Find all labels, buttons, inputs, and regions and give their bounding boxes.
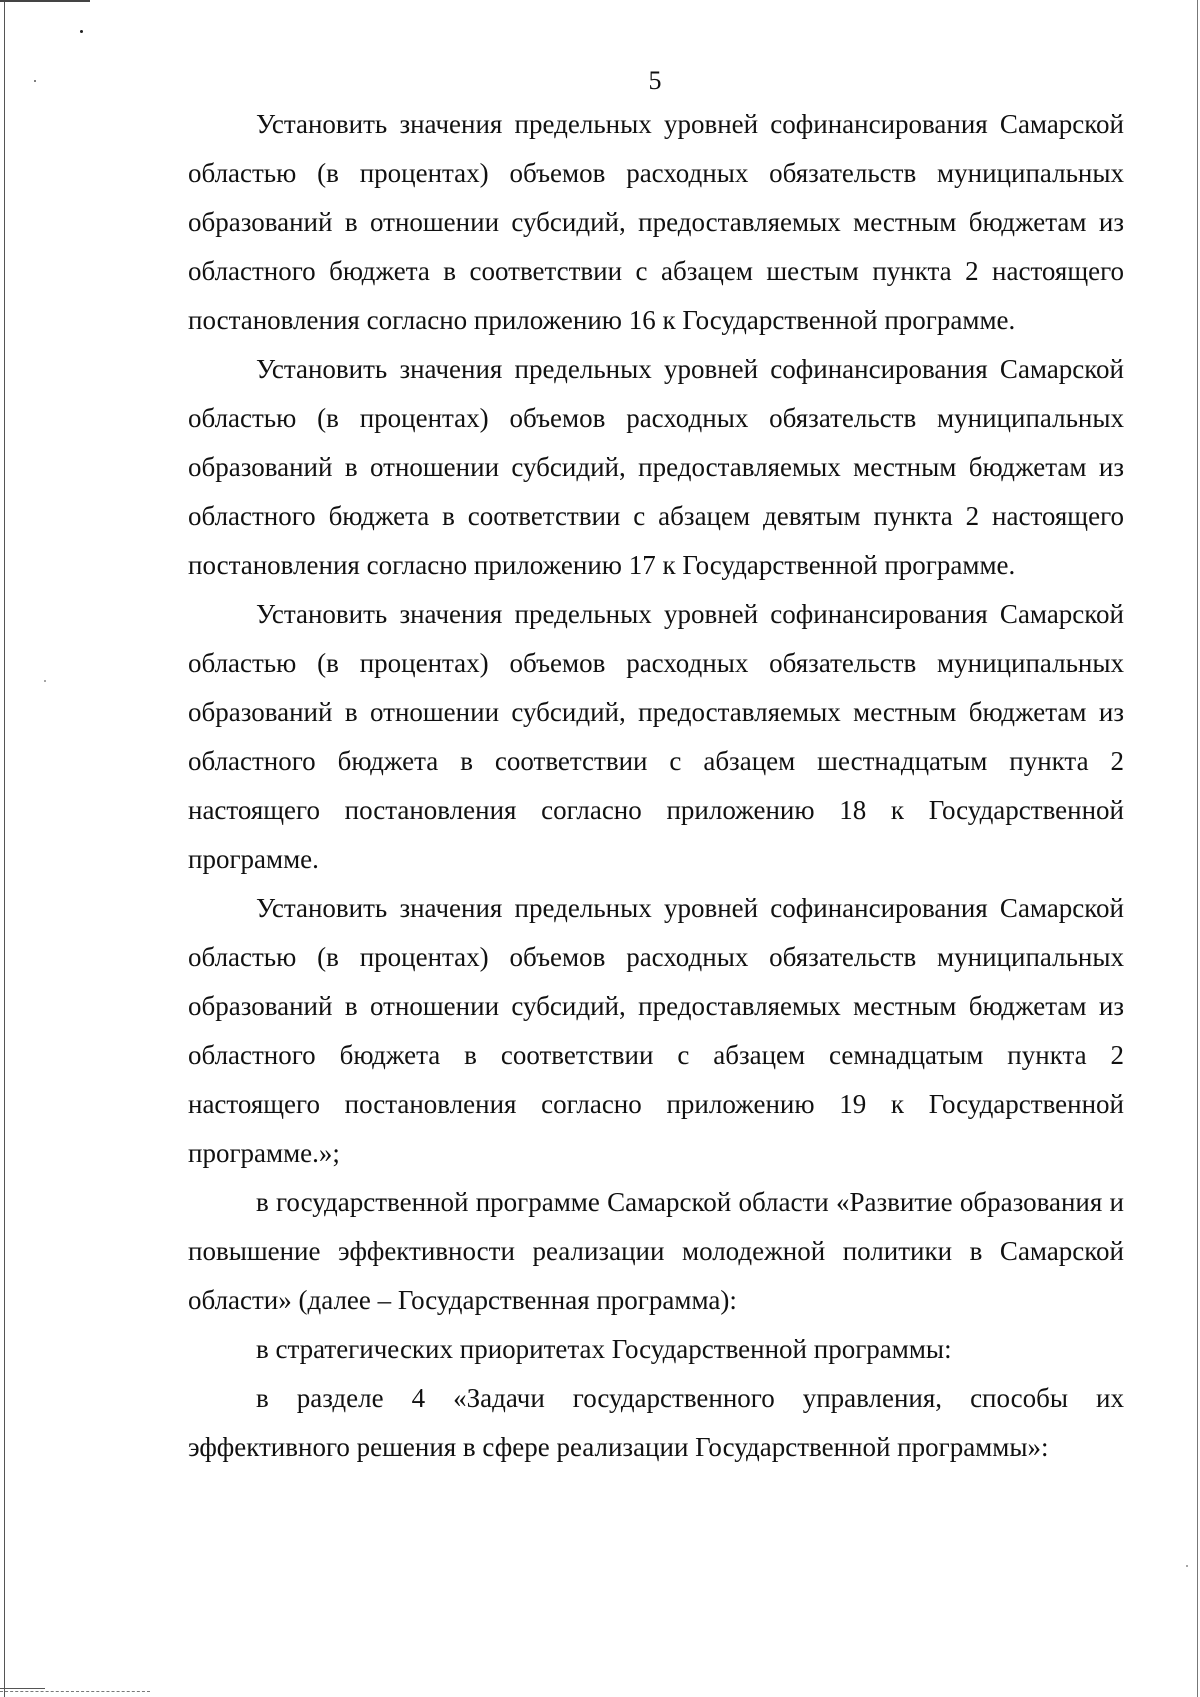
paragraph-annex-17: Установить значения предельных уровней софинансирования Самарской областью (в процентах) объемов расходных обязательств муниципальных образований в отношении субсидий, предоставляемых местным бюджетам из областного бюджета в соответствии с абзацем девятым пункта 2 настоящего постановления согласно приложению 17 к Государственной программе.	[188, 354, 1124, 580]
paragraph-program-intro: в государственной программе Самарской области «Развитие образования и повышение эффективности реализации молодежной политики в Самарской области» (далее – Государственная программа):	[188, 1187, 1124, 1315]
paragraph-strategic-priorities: в стратегических приоритетах Государственной программы:	[256, 1334, 952, 1364]
page-number: 5	[648, 66, 662, 95]
paragraph-section-4: в разделе 4 «Задачи государственного управления, способы их эффективного решения в сфере реализации Государственной программы»:	[188, 1383, 1124, 1462]
paragraph-annex-18: Установить значения предельных уровней софинансирования Самарской областью (в процентах) объемов расходных обязательств муниципальных образований в отношении субсидий, предоставляемых местным бюджетам из областного бюджета в соответствии с абзацем шестнадцатым пункта 2 настоящего постановления согласно приложению 18 к Государственной программе.	[188, 599, 1124, 874]
scan-edge-top	[0, 0, 90, 2]
scan-edge-right	[1197, 0, 1198, 1697]
scan-speck	[80, 30, 83, 33]
paragraph-annex-16: Установить значения предельных уровней софинансирования Самарской областью (в процентах) объемов расходных обязательств муниципальных образований в отношении субсидий, предоставляемых местным бюджетам из областного бюджета в соответствии с абзацем шестым пункта 2 настоящего постановления согласно приложению 16 к Государственной программе.	[188, 109, 1124, 335]
document-body	[188, 100, 1124, 1472]
scan-edge-left	[4, 0, 5, 1697]
scan-speck	[1186, 1565, 1188, 1567]
scan-edge-bottom	[0, 1691, 150, 1693]
scan-speck	[44, 680, 46, 682]
paragraph-annex-19: Установить значения предельных уровней софинансирования Самарской областью (в процентах) объемов расходных обязательств муниципальных образований в отношении субсидий, предоставляемых местным бюджетам из областного бюджета в соответствии с абзацем семнадцатым пункта 2 настоящего постановления согласно приложению 19 к Государственной программе.»;	[188, 893, 1124, 1168]
scan-edge-bottom-solid	[0, 1688, 45, 1689]
